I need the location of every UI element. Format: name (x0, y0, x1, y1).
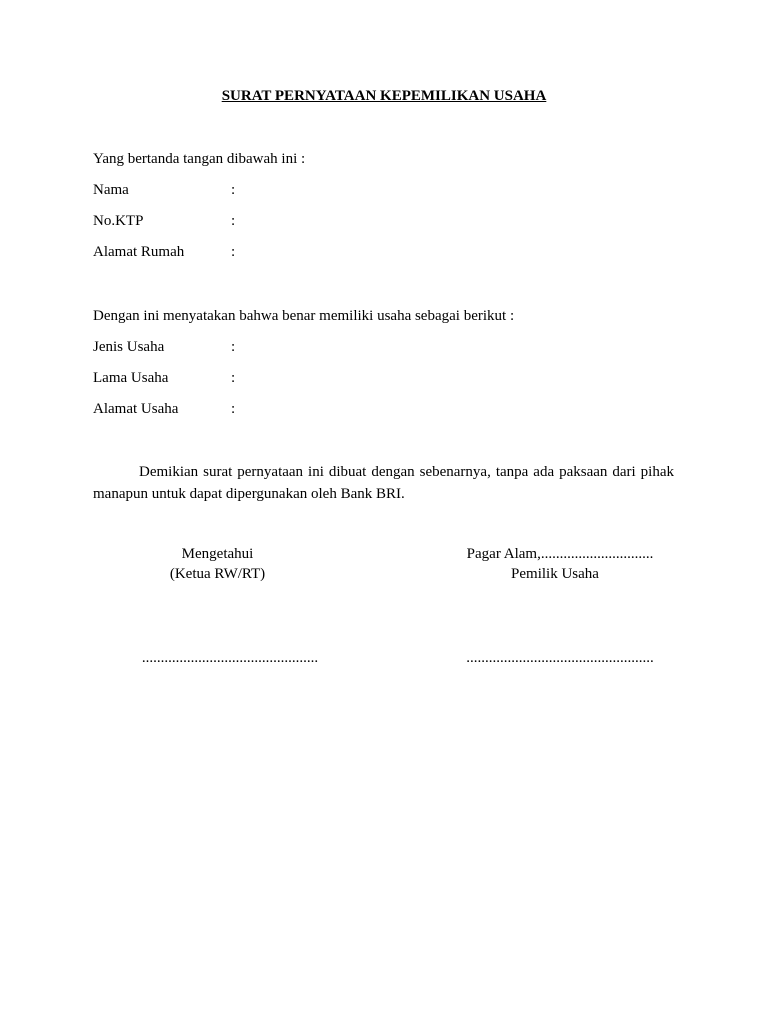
signature-left-line1: Mengetahui (181, 546, 254, 562)
signature-right-line1: Pagar Alam,.............................. (466, 546, 654, 562)
field-colon-alamat-usaha: : (231, 401, 236, 417)
field-label-lama-usaha: Lama Usaha (93, 370, 169, 386)
field-label-alamat-usaha: Alamat Usaha (93, 401, 179, 417)
statement-text: Dengan ini menyatakan bahwa benar memiliki usaha sebagai berikut : (93, 308, 515, 324)
field-label-jenis-usaha: Jenis Usaha (93, 339, 165, 355)
intro-text: Yang bertanda tangan dibawah ini : (93, 151, 306, 167)
closing-paragraph (93, 461, 674, 505)
field-colon-lama-usaha: : (231, 370, 236, 386)
field-colon-jenis-usaha: : (231, 339, 236, 355)
signature-right-line2: Pemilik Usaha (511, 566, 599, 582)
field-label-no-ktp: No.KTP (93, 213, 144, 229)
signature-left-line2: (Ketua RW/RT) (169, 566, 266, 582)
field-label-alamat-rumah: Alamat Rumah (93, 244, 185, 260)
field-label-nama: Nama (93, 182, 129, 198)
document-title: SURAT PERNYATAAN KEPEMILIKAN USAHA (221, 88, 547, 104)
field-colon-alamat-rumah: : (231, 244, 236, 260)
closing-text: Demikian surat pernyataan ini dibuat dengan sebenarnya, tanpa ada paksaan dari pihak manapun untuk dapat dipergunakan oleh Bank BRI. (93, 464, 674, 502)
signature-right-dots: .................................................. (466, 650, 654, 666)
field-colon-no-ktp: : (231, 213, 236, 229)
field-colon-nama: : (231, 182, 236, 198)
signature-left-dots: ............................................... (141, 650, 319, 666)
